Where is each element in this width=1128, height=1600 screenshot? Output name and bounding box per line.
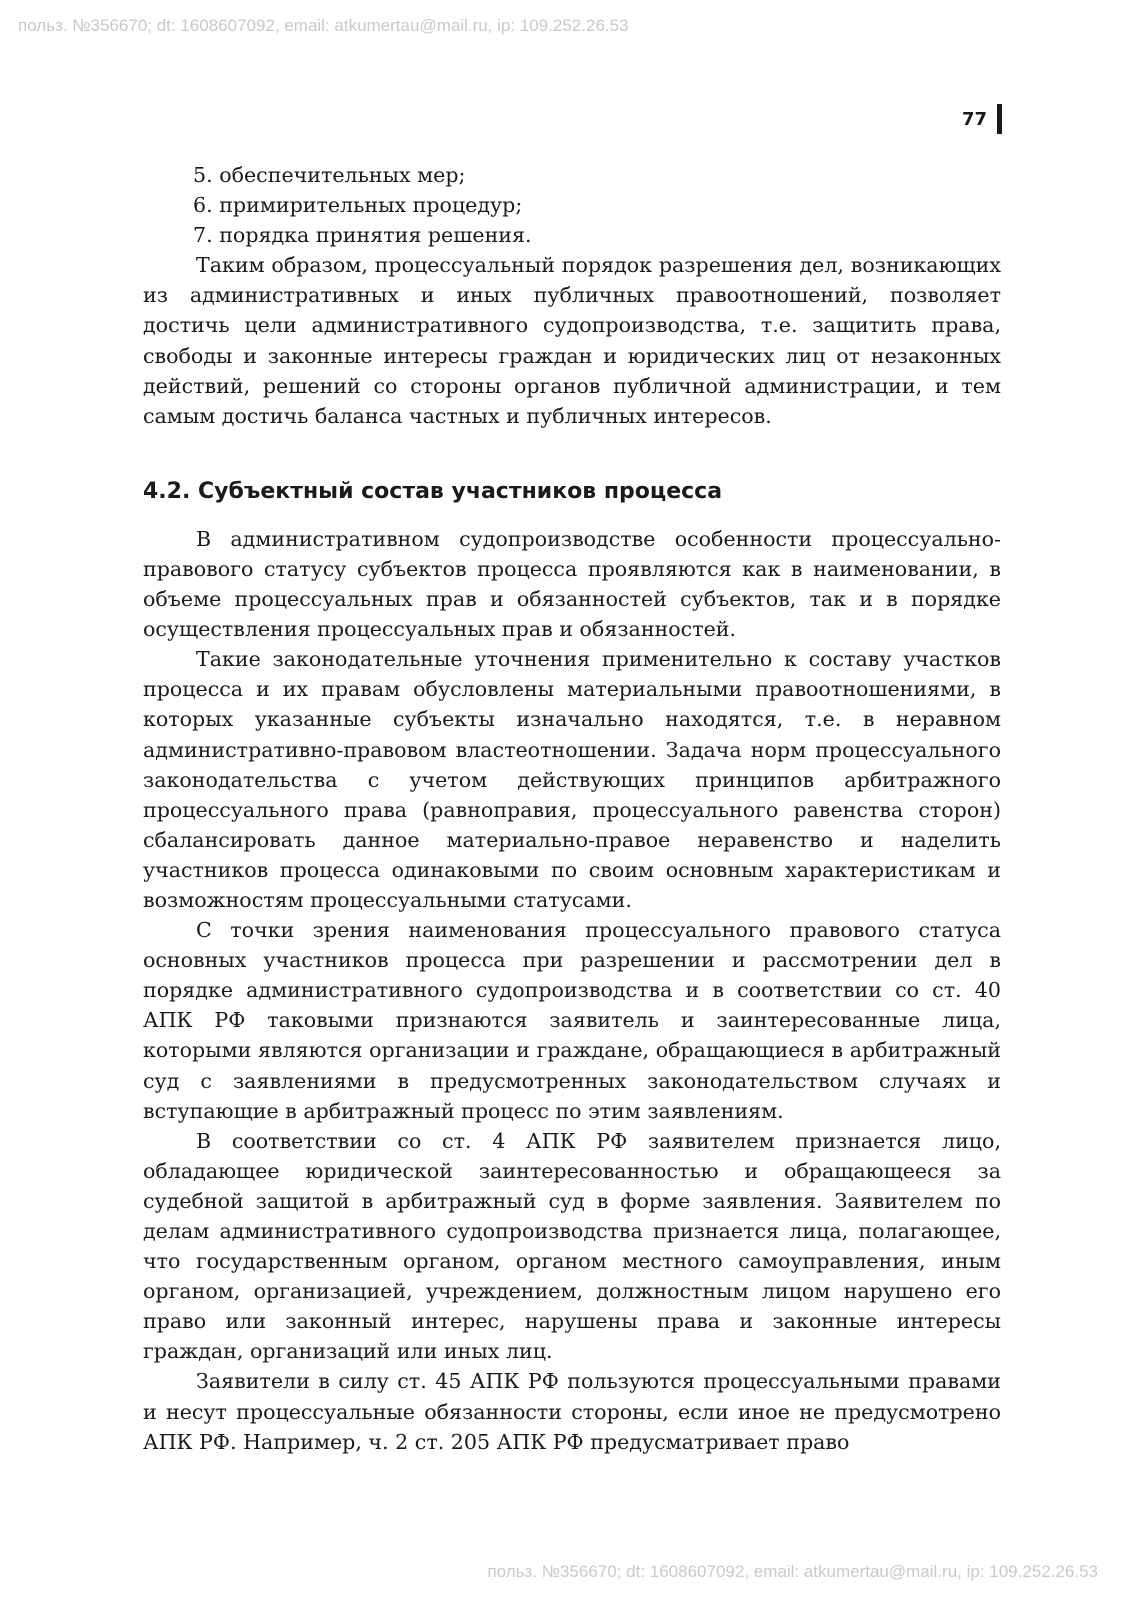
watermark-top: польз. №356670; dt: 1608607092, email: atkumertau@mail.ru, ip: 109.252.26.53 [18, 16, 629, 35]
body-paragraph: Заявители в силу ст. 45 АПК РФ пользуются процессуальными правами и несут процессуальные обязанности стороны, если иное не предусмотрено АПК РФ. Например, ч. 2 ст. 205 АПК РФ предусматривает право [143, 1369, 1001, 1454]
body-paragraph: В административном судопроизводстве особенности процессуально-правового статусу субъектов процесса проявляются как в наименовании, в объеме процессуальных прав и обязанностей субъектов, так и в порядке осуществления процессуальных прав и обязанностей. [143, 526, 1001, 642]
list-item: 6. примирительных процедур; [193, 193, 523, 218]
body-paragraph: Такие законодательные уточнения применительно к составу участков процесса и их правам обусловлены материальными правоотношениями, в которых указанные субъекты изначально находятся, т.е. в неравном административно-правовом властеотношении. Задача норм процессуального законодательства с учетом действующих принципов арбитражного процессуального права (равноправия, процессуального равенства сторон) сбалансировать данное материально-правое неравенство и наделить участников процесса одинаковыми по своим основным характеристикам и возможностям процессуальными статусами. [143, 647, 1001, 912]
page-number-bar [997, 104, 1002, 134]
intro-paragraph: Таким образом, процессуальный порядок разрешения дел, возникающих из административных и иных публичных правоотношений, позволяет достичь цели административного судопроизводства, т.е. защитить права, свободы и законные интересы граждан и юридических лиц от незаконных действий, решений со стороны органов публичной администрации, и тем самым достичь баланса частных и публичных интересов. [143, 253, 1001, 428]
body-paragraph: В соответствии со ст. 4 АПК РФ заявителем признается лицо, обладающее юридической заинтересованностью и обращающееся за судебной защитой в арбитражный суд в форме заявления. Заявителем по делам административного судопроизводства признается лица, полагающее, что государственным органом, органом местного самоуправления, иным органом, организацией, учреждением, должностным лицом нарушено его право или законный интерес, нарушены права и законные интересы граждан, организаций или иных лиц. [143, 1128, 1001, 1364]
section-heading: 4.2. Субъектный состав участников процесса [143, 478, 723, 504]
page-number [962, 104, 1002, 134]
watermark-bottom: польз. №356670; dt: 1608607092, email: atkumertau@mail.ru, ip: 109.252.26.53 [487, 1562, 1098, 1581]
list-item: 7. порядка принятия решения. [193, 223, 532, 248]
page-number-text: 77 [961, 108, 987, 130]
list-item: 5. обеспечительных мер; [193, 163, 466, 187]
page-content [143, 160, 1001, 1457]
body-paragraph: С точки зрения наименования процессуального правового статуса основных участников процесса при разрешении и рассмотрении дел в порядке административного судопроизводства и в соответствии со ст. 40 АПК РФ таковыми признаются заявитель и заинтересованные лица, которыми являются организации и граждане, обращающиеся в арбитражный суд с заявлениями в предусмотренных законодательством случаях и вступающие в арбитражный процесс по этим заявлениям. [143, 918, 1001, 1123]
numbered-list [143, 160, 1001, 250]
